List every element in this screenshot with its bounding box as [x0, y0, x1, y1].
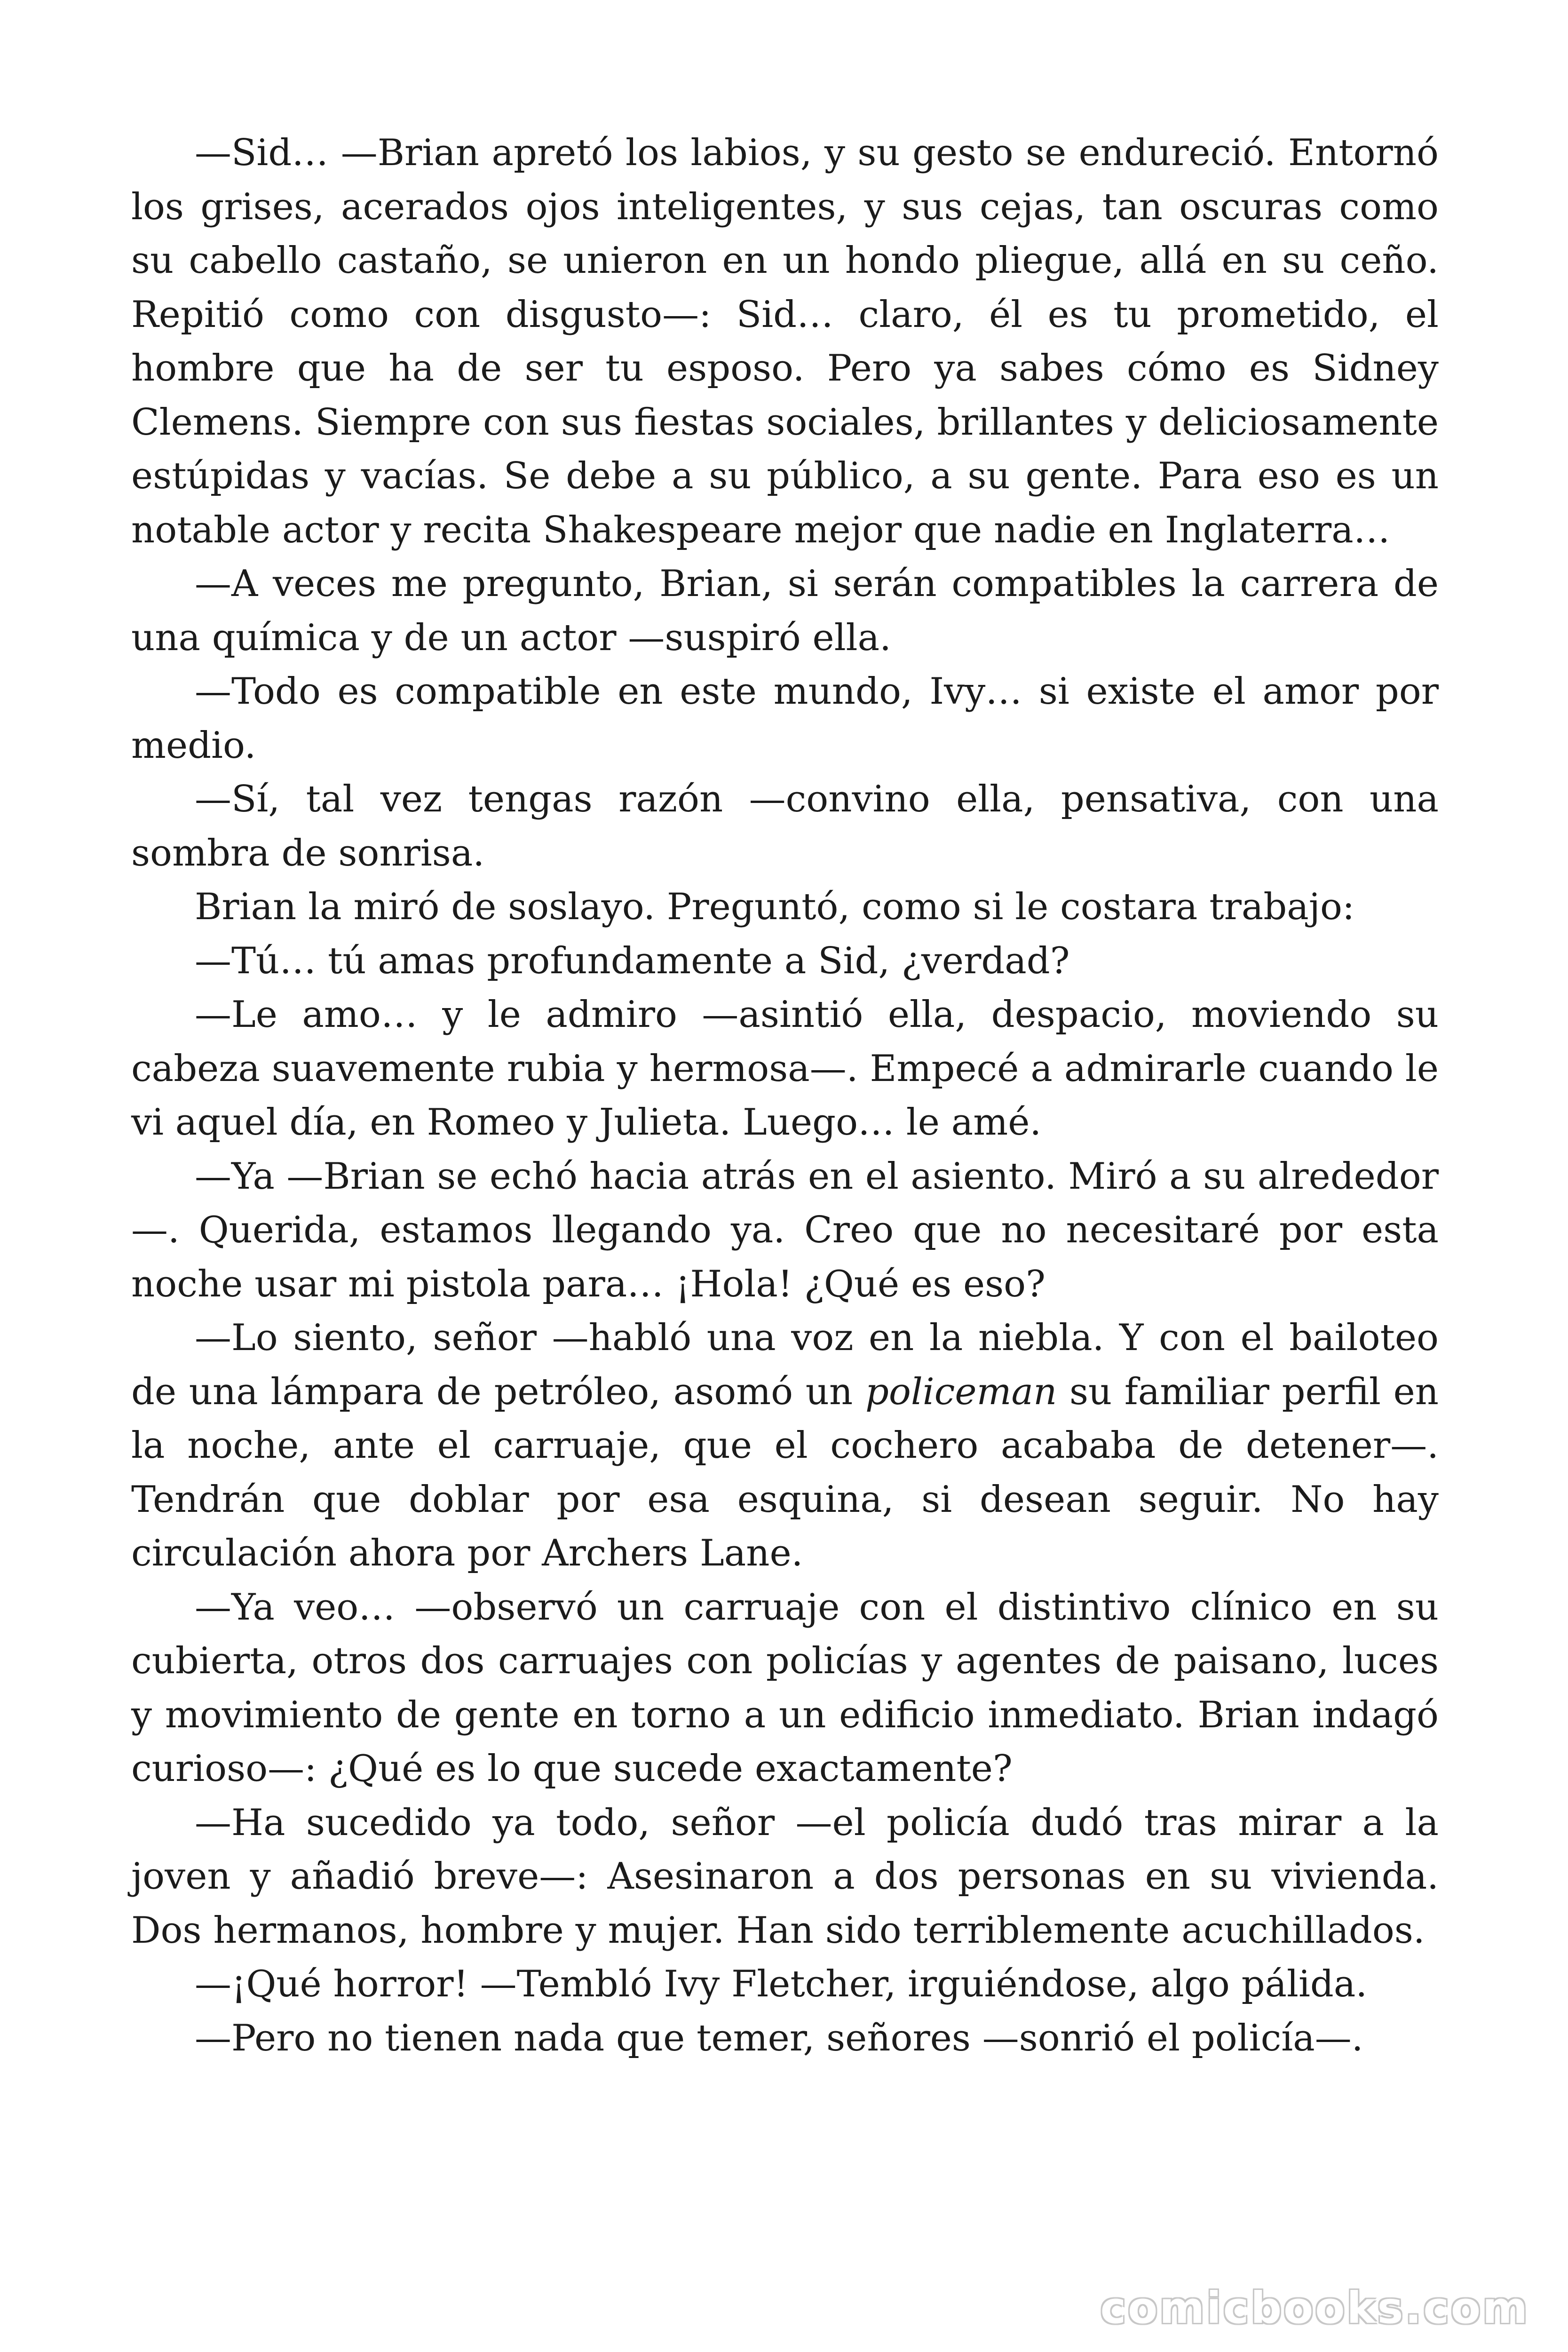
paragraph: —Sid… —Brian apretó los labios, y su gesto se endureció. Entornó los grises, acerados ojos inteligentes, y sus cejas, tan oscuras como su cabello castaño, se unieron en un hondo pliegue, allá en su ceño. Repitió como con disgusto—: Sid… claro, él es tu prometido, el hombre que ha de ser tu esposo. Pero ya sabes cómo es Sidney Clemens. Siempre con sus fiestas sociales, brillantes y deliciosamente estúpidas y vacías. Se debe a su público, a su gente. Para eso es un notable actor y recita Shakespeare mejor que nadie en Inglaterra…	[131, 132, 1439, 551]
paragraph: —Sí, tal vez tengas razón —convino ella, pensativa, con una sombra de sonrisa.	[131, 778, 1439, 874]
paragraph: —Tú… tú amas profundamente a Sid, ¿verdad?	[195, 939, 1070, 982]
paragraph: Brian la miró de soslayo. Preguntó, como si le costara trabajo:	[195, 886, 1355, 928]
paragraph: —Ha sucedido ya todo, señor —el policía dudó tras mirar a la joven y añadió breve—: Asesinaron a dos personas en su vivienda. Dos hermanos, hombre y mujer. Han sido terriblemente acuchillados.	[131, 1801, 1439, 1952]
paragraph: —Todo es compatible en este mundo, Ivy… si existe el amor por medio.	[131, 670, 1439, 767]
paragraph: —¡Qué horror! —Tembló Ivy Fletcher, irguiéndose, algo pálida.	[195, 1963, 1368, 2005]
paragraph-text: —Lo siento, señor —habló una voz en la niebla. Y con el bailoteo de una lámpara de petróleo, asomó un	[131, 1317, 1439, 1413]
watermark: comicbooks.com	[1100, 2283, 1529, 2333]
paragraph: —Ya —Brian se echó hacia atrás en el asiento. Miró a su alrededor—. Querida, estamos llegando ya. Creo que no necesitaré por esta noche usar mi pistola para… ¡Hola! ¿Qué es eso?	[131, 1155, 1439, 1305]
paragraph: —Pero no tienen nada que temer, señores —sonrió el policía—.	[195, 2017, 1363, 2059]
paragraph-text: su familiar perfil en la noche, ante el carruaje, que el cochero acababa de detener—. Tendrán que doblar por esa esquina, si desean seguir. No hay circulación ahora por Archers Lane.	[131, 1370, 1439, 1574]
paragraph: —Le amo… y le admiro —asintió ella, despacio, moviendo su cabeza suavemente rubia y hermosa—. Empecé a admirarle cuando le vi aquel día, en Romeo y Julieta. Luego… le amé.	[131, 993, 1439, 1144]
paragraph-with-italic	[131, 1311, 1439, 1581]
body-text	[131, 126, 1439, 2065]
paragraph: —Ya veo… —observó un carruaje con el distintivo clínico en su cubierta, otros dos carruajes con policías y agentes de paisano, luces y movimiento de gente en torno a un edificio inmediato. Brian indagó curioso—: ¿Qué es lo que sucede exactamente?	[131, 1586, 1439, 1790]
paragraph: —A veces me pregunto, Brian, si serán compatibles la carrera de una química y de un actor —suspiró ella.	[131, 563, 1439, 659]
italic-word: policeman	[865, 1370, 1057, 1413]
